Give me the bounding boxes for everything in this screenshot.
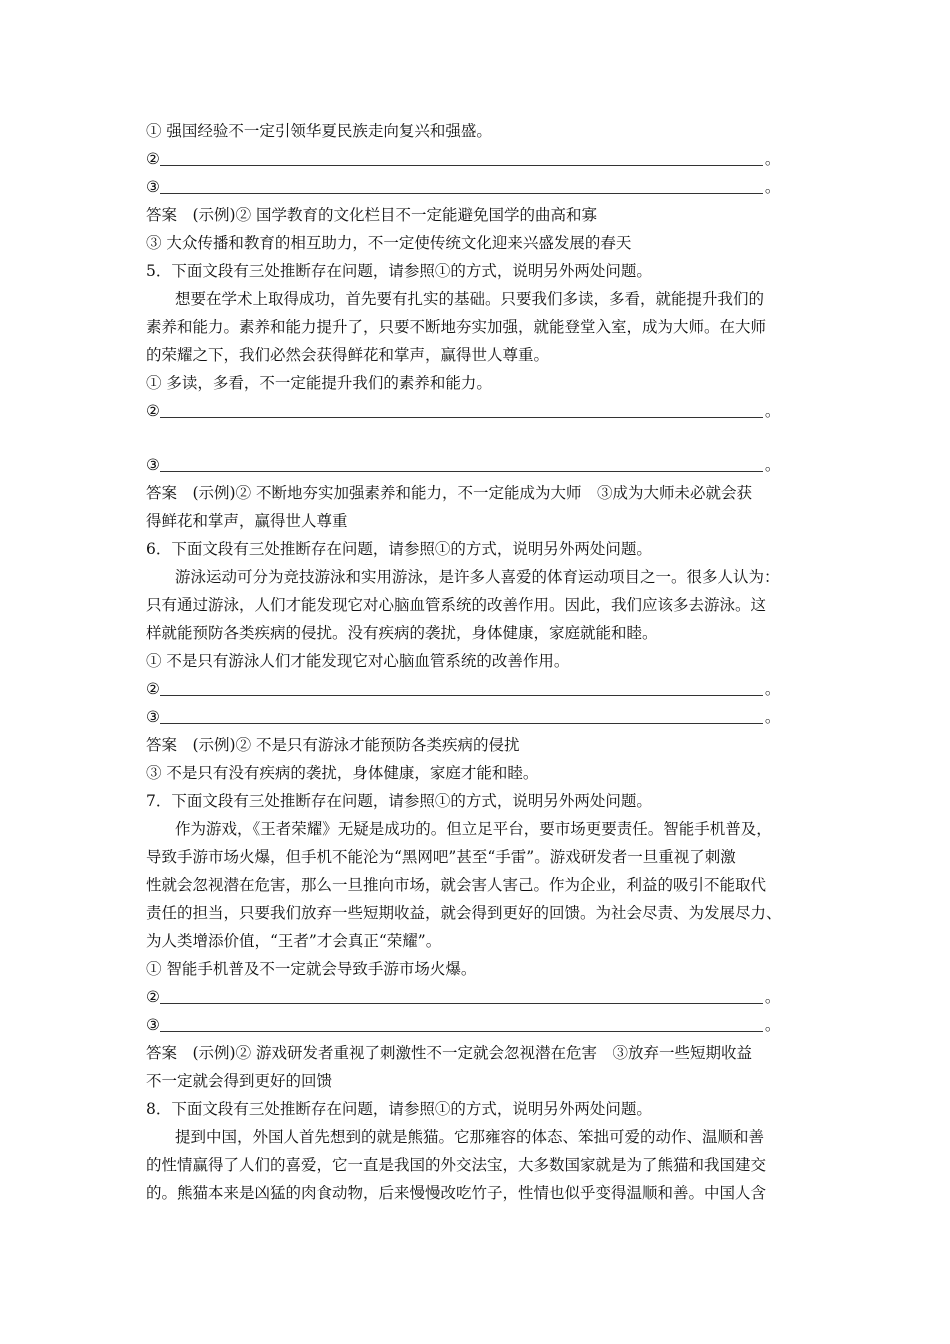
passage-q7-line-4: 责任的担当，只要我们放弃一些短期收益，就会得到更好的回馈。为社会尽责、为发展尽力、 xyxy=(146,904,782,922)
blank-period: 。 xyxy=(764,456,781,474)
answer-q5-cont: 得鲜花和掌声，赢得世人尊重 xyxy=(146,512,348,530)
passage-q5-line-3: 的荣耀之下，我们必然会获得鲜花和掌声，赢得世人尊重。 xyxy=(146,346,550,364)
passage-q6-line-3: 样就能预防各类疾病的侵扰。没有疾病的袭扰，身体健康，家庭就能和睦。 xyxy=(146,624,658,642)
passage-q8-line-1: 提到中国，外国人首先想到的就是熊猫。它那雍容的体态、笨拙可爱的动作、温顺和善 xyxy=(175,1128,765,1146)
blank-number: ② xyxy=(146,402,160,420)
answer-q7-cont: 不一定就会得到更好的回馈 xyxy=(146,1072,333,1090)
blank-period: 。 xyxy=(764,1016,781,1034)
answer-q6: 答案 (示例)② 不是只有游泳才能预防各类疾病的侵扰 xyxy=(146,736,520,754)
passage-q7-line-3: 性就会忽视潜在危害，那么一旦推向市场，就会害人害己。作为企业，利益的吸引不能取代 xyxy=(146,876,767,894)
passage-q6-line-1: 游泳运动可分为竞技游泳和实用游泳，是许多人喜爱的体育运动项目之一。很多人认为： xyxy=(175,568,780,586)
question-6-heading: 6．下面文段有三处推断存在问题，请参照①的方式，说明另外两处问题。 xyxy=(146,540,652,558)
blank-line xyxy=(160,148,763,166)
passage-q8-line-3: 的。熊猫本来是凶猛的肉食动物，后来慢慢改吃竹子，性情也似乎变得温顺和善。中国人含 xyxy=(146,1184,767,1202)
blank-period: 。 xyxy=(764,988,781,1006)
answer-blank-q6-2[interactable] xyxy=(146,676,781,702)
blank-period: 。 xyxy=(764,402,781,420)
blank-line xyxy=(160,1014,763,1032)
answer-q4-cont: ③ 大众传播和教育的相互助力，不一定使传统文化迎来兴盛发展的春天 xyxy=(146,234,632,252)
blank-number: ② xyxy=(146,988,160,1006)
passage-q7-line-1: 作为游戏，《王者荣耀》无疑是成功的。但立足平台，要市场更要责任。智能手机普及， xyxy=(175,820,772,838)
passage-q5-line-1: 想要在学术上取得成功，首先要有扎实的基础。只要我们多读，多看，就能提升我们的 xyxy=(175,290,765,308)
blank-number: ③ xyxy=(146,456,160,474)
passage-q8-line-2: 的性情赢得了人们的喜爱，它一直是我国的外交法宝，大多数国家就是为了熊猫和我国建交 xyxy=(146,1156,767,1174)
blank-number: ③ xyxy=(146,178,160,196)
answer-q5: 答案 (示例)② 不断地夯实加强素养和能力，不一定能成为大师 ③成为大师未必就会获 xyxy=(146,484,753,502)
sentence-q6-1: ① 不是只有游泳人们才能发现它对心脑血管系统的改善作用。 xyxy=(146,652,570,670)
sentence-q7-1: ① 智能手机普及不一定就会导致手游市场火爆。 xyxy=(146,960,477,978)
blank-period: 。 xyxy=(764,680,781,698)
question-5-heading: 5．下面文段有三处推断存在问题，请参照①的方式，说明另外两处问题。 xyxy=(146,262,652,280)
answer-q4: 答案 (示例)② 国学教育的文化栏目不一定能避免国学的曲高和寡 xyxy=(146,206,598,224)
answer-q6-cont: ③ 不是只有没有疾病的袭扰，身体健康，家庭才能和睦。 xyxy=(146,764,539,782)
blank-line xyxy=(160,176,763,194)
blank-number: ② xyxy=(146,150,160,168)
passage-q5-line-2: 素养和能力。素养和能力提升了，只要不断地夯实加强，就能登堂入室，成为大师。在大师 xyxy=(146,318,767,336)
blank-line xyxy=(160,678,763,696)
answer-blank-q6-3[interactable] xyxy=(146,704,781,730)
answer-blank-q4-3[interactable] xyxy=(146,174,781,200)
passage-q7-line-2: 导致手游市场火爆，但手机不能沦为“黑网吧”甚至“手雷”。游戏研发者一旦重视了刺激 xyxy=(146,848,736,866)
answer-blank-q5-2[interactable] xyxy=(146,398,781,424)
sentence-q4-1: ① 强国经验不一定引领华夏民族走向复兴和强盛。 xyxy=(146,122,492,140)
blank-period: 。 xyxy=(764,708,781,726)
blank-line xyxy=(160,706,763,724)
blank-number: ③ xyxy=(146,1016,160,1034)
answer-blank-q7-2[interactable] xyxy=(146,984,781,1010)
answer-blank-q5-3[interactable] xyxy=(146,452,781,478)
blank-line xyxy=(160,454,763,472)
blank-line xyxy=(160,400,763,418)
question-7-heading: 7．下面文段有三处推断存在问题，请参照①的方式，说明另外两处问题。 xyxy=(146,792,652,810)
question-8-heading: 8．下面文段有三处推断存在问题，请参照①的方式，说明另外两处问题。 xyxy=(146,1100,652,1118)
passage-q6-line-2: 只有通过游泳，人们才能发现它对心脑血管系统的改善作用。因此，我们应该多去游泳。这 xyxy=(146,596,767,614)
blank-number: ③ xyxy=(146,708,160,726)
blank-line xyxy=(160,986,763,1004)
answer-blank-q7-3[interactable] xyxy=(146,1012,781,1038)
blank-number: ② xyxy=(146,680,160,698)
sentence-q5-1: ① 多读，多看，不一定能提升我们的素养和能力。 xyxy=(146,374,492,392)
answer-blank-q4-2[interactable] xyxy=(146,146,781,172)
passage-q7-line-5: 为人类增添价值，“王者”才会真正“荣耀”。 xyxy=(146,932,442,950)
blank-period: 。 xyxy=(764,178,781,196)
answer-q7: 答案 (示例)② 游戏研发者重视了刺激性不一定就会忽视潜在危害 ③放弃一些短期收益 xyxy=(146,1044,753,1062)
blank-period: 。 xyxy=(764,150,781,168)
